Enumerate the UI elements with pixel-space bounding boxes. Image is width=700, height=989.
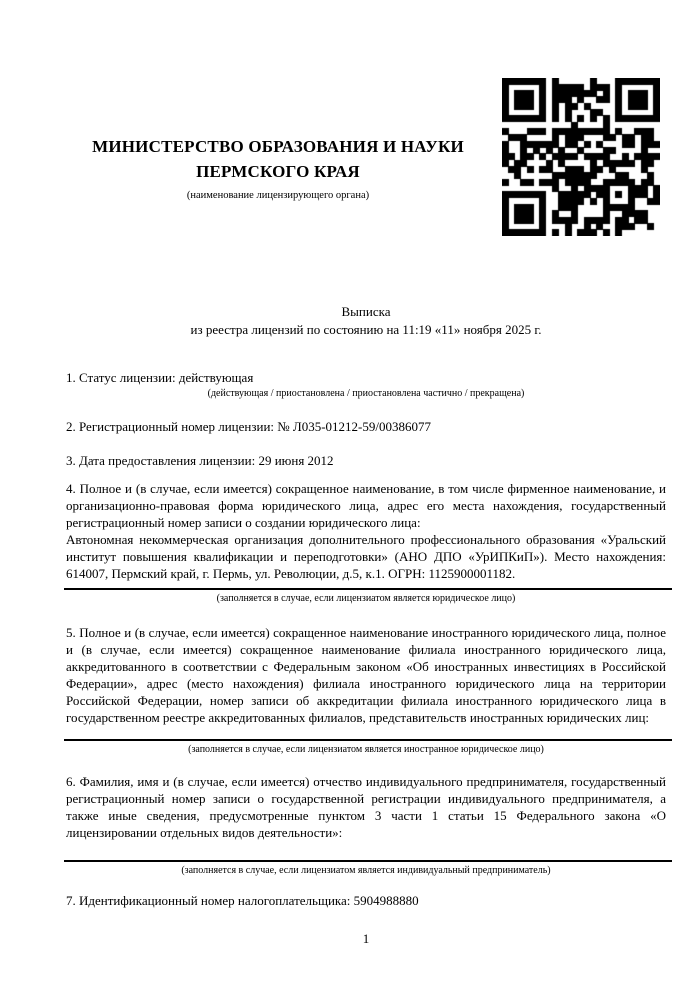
document-title-line1: Выписка bbox=[341, 304, 391, 319]
ministry-caption: (наименование лицензирующего органа) bbox=[186, 190, 370, 201]
item-6-fill-line bbox=[64, 860, 672, 862]
item-4-caption: (заполняется в случае, если лицензиатом является юридическое лицо) bbox=[216, 593, 516, 604]
item-5-fill-line bbox=[64, 739, 672, 741]
ministry-name-line2: ПЕРМСКОГО КРАЯ bbox=[196, 162, 360, 181]
item-4-legal-entity-label: 4. Полное и (в случае, если имеется) сокращенное наименование, в том числе фирменное наименование, и организационно-правовая форма юридического лица, адрес его места нахождения, государственный регистрационный номер записи о создании юридического лица: bbox=[66, 481, 666, 530]
item-5-caption: (заполняется в случае, если лицензиатом является иностранное юридическое лицо) bbox=[188, 744, 544, 755]
qr-code bbox=[502, 78, 660, 236]
item-7-taxpayer-number: 7. Идентификационный номер налогоплательщика: 5904988880 bbox=[66, 893, 419, 908]
item-6-caption: (заполняется в случае, если лицензиатом является индивидуальный предприниматель) bbox=[181, 865, 551, 876]
item-3-grant-date: 3. Дата предоставления лицензии: 29 июня 2012 bbox=[66, 453, 334, 468]
item-6-entrepreneur-label: 6. Фамилия, имя и (в случае, если имеется) отчество индивидуального предпринимателя, государственный регистрационный номер записи о государственной регистрации индивидуального предпринимателя, а также иные сведения, предусмотренные пунктом 3 части 1 статьи 15 Федерального закона «О лицензировании отдельных видов деятельности»: bbox=[66, 774, 666, 840]
item-4-fill-line bbox=[64, 588, 672, 590]
document-title-line2: из реестра лицензий по состоянию на 11:19 «11» ноября 2025 г. bbox=[190, 321, 542, 337]
item-1-caption: (действующая / приостановлена / приостановлена частично / прекращена) bbox=[207, 388, 525, 399]
item-4-legal-entity-value: Автономная некоммерческая организация дополнительного профессионального образования «Уральский институт повышения квалификации и переподготовки» (АНО ДПО «УрИПКиП»). Место нахождения: 614007, Пермский край, г. Пермь, ул. Революции, д.5, к.1. ОГРН: 1125900001182. bbox=[66, 532, 666, 581]
item-1-license-status: 1. Статус лицензии: действующая bbox=[66, 370, 254, 385]
document-body bbox=[66, 303, 666, 947]
item-5-foreign-entity-label: 5. Полное и (в случае, если имеется) сокращенное наименование иностранного юридического лица, полное и (в случае, если имеется) сокращенное наименование филиала иностранного юридического лица, аккредитованного в соответствии с Федеральным законом «Об иностранных инвестициях в Российской Федерации», адрес (место нахождения) филиала иностранного юридического лица на территории Российской Федерации, номер записи об аккредитации филиала иностранного юридического лица в государственном реестре аккредитованных филиалов, представительств иностранных юридических лиц: bbox=[66, 625, 666, 725]
page-number: 1 bbox=[362, 931, 370, 946]
document-title bbox=[66, 303, 666, 338]
licensing-authority-header bbox=[64, 134, 492, 202]
item-2-registration-number: 2. Регистрационный номер лицензии: № Л035-01212-59/00386077 bbox=[66, 419, 432, 434]
ministry-name-line1: МИНИСТЕРСТВО ОБРАЗОВАНИЯ И НАУКИ bbox=[92, 137, 464, 156]
